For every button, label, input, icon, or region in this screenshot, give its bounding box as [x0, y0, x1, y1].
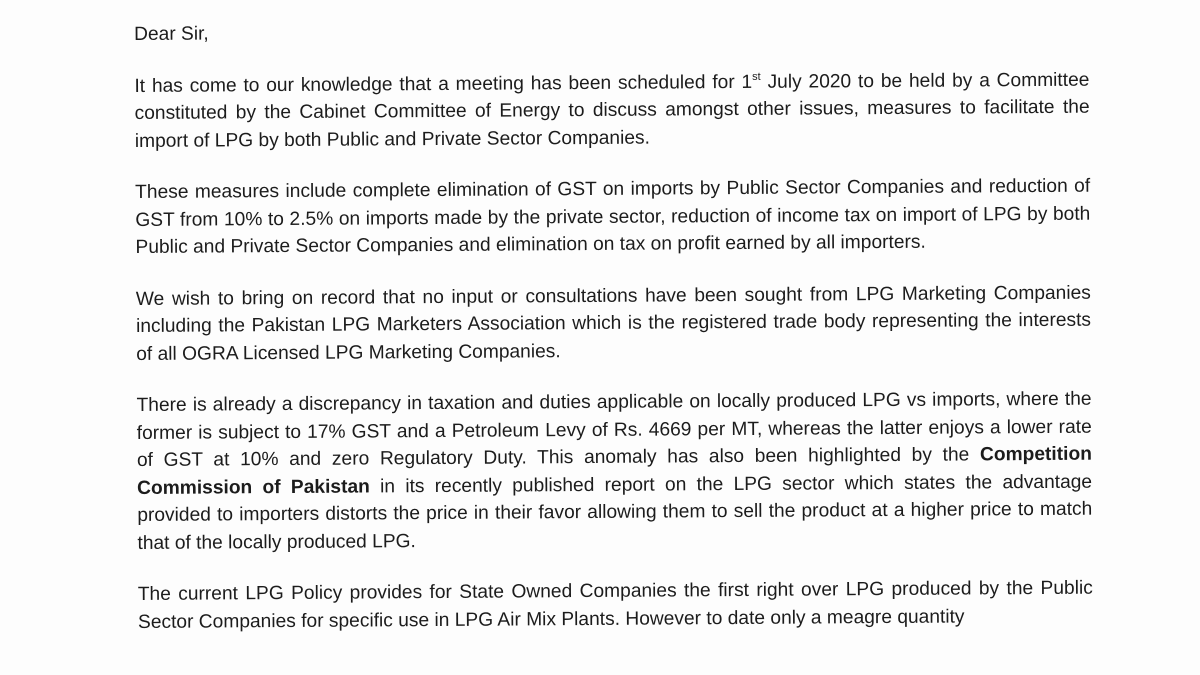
salutation: Dear Sir,	[134, 23, 209, 45]
meeting-text-end: July 2020 to be held by a Committee constituted by the Cabinet Committee of Energy to discuss amongst other issues, measures to facilitate the import of LPG by both Public and Private Sector Companies.	[134, 69, 1090, 152]
day-ordinal-suffix: st	[752, 70, 761, 83]
discrepancy-text-start: There is already a discrepancy in taxation and duties applicable on locally produced LPG vs imports, where the former is subject to 17% GST and a Petroleum Levy of Rs. 4669 per MT, whereas the latter enjoys a lower rate of GST at 10% and zero Regulatory Duty. This anomaly has also been highlighted by the	[136, 388, 1092, 471]
competition-commission-name: Competition Commission of Pakistan	[137, 443, 1092, 499]
meeting-text-start: It has come to our knowledge that a meeting has been scheduled for 1	[134, 71, 753, 97]
letter-body	[134, 15, 1093, 660]
paragraph-tax-discrepancy	[136, 386, 1092, 557]
paragraph-meeting-notice	[134, 66, 1090, 155]
paragraph-lpg-policy: The current LPG Policy provides for State Owned Companies the first right over LPG produced by the Public Sector Companies for specific use in LPG Air Mix Plants. However to date only a meagre quantity	[137, 577, 1093, 633]
paragraph-no-consultation: We wish to bring on record that no input or consultations have been sought from LPG Marketing Companies including the Pakistan LPG Marketers Association which is the registered trade body representing the interests of all OGRA Licensed LPG Marketing Companies.	[135, 282, 1092, 365]
paragraph-tax-measures: These measures include complete elimination of GST on imports by Public Sector Companies and reduction of GST from 10% to 2.5% on imports made by the private sector, reduction of income tax on import of LPG by both Public and Private Sector Companies and elimination on tax on profit earned by all importers.	[135, 175, 1091, 258]
discrepancy-text-end: in its recently published report on the LPG sector which states the advantage provided to importers distorts the price in their favor allowing them to sell the product at a higher price to match that of the locally produced LPG.	[137, 471, 1093, 554]
